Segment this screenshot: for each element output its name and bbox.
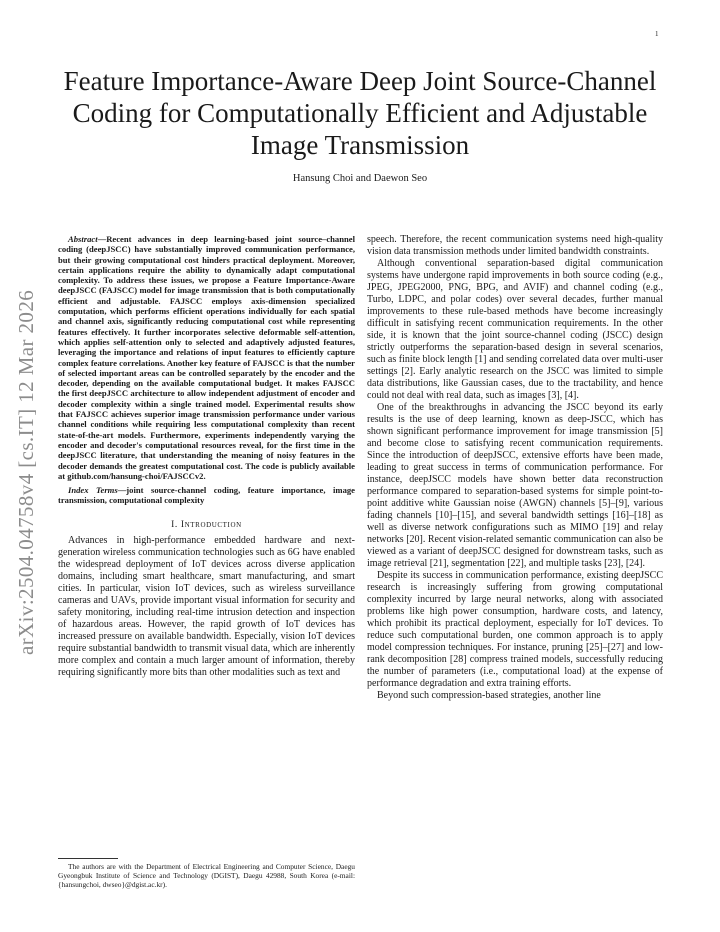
abstract — [58, 234, 355, 481]
intro-paragraph-2: Although conventional separation-based digital communication systems have undergone rapid improvements in both source coding (e.g., JPEG, JPEG2000, PNG, BPG, and AVIF) and channel coding (e.g., Turbo, LDPC, and polar codes) over several decades, further manual improvements to these rule-based methods have become increasingly difficult in satisfying recent communication requirements. In the other side, it is known that the joint source-channel coding (JSCC) design strictly outperforms the separation-based design in several scenarios, such as finite block length [1] and sending correlated data over multi-user settings [2]. Early analytic research on the JSCC was limited to simple data distributions, like Gaussian cases, due to the tractability, and hence could not deal with real data, such as images [3], [4]. — [367, 258, 663, 401]
arxiv-identifier-watermark: arXiv:2504.04758v4 [cs.IT] 12 Mar 2026 — [14, 289, 38, 655]
intro-paragraph-4: Despite its success in communication performance, existing deepJSCC research is increasingly suffering from growing computational complexity incurred by large neural networks, along with associated problems like high power consumption, hardware costs, and latency, which prohibit its practical deployment, especially for IoT devices. To reduce such computational burden, one common approach is to apply model compression techniques. For instance, pruning [25]–[27] and low-rank decomposition [28] compress trained models, successfully reducing the number of parameters (i.e., computational load) at the expense of performance degradation and extra training efforts. — [367, 570, 663, 689]
index-terms — [58, 485, 355, 506]
author-affiliation-footnote — [58, 848, 355, 889]
abstract-text: —Recent advances in deep learning-based joint source–channel coding (deepJSCC) have substantially improved communication performance, but their growing computational cost hinders practical deployment. Moreover, certain applications require the ability to dynamically adapt computational complexity. To address these issues, we propose a Feature Importance-Aware deepJSCC (FAJSCC) model for image transmission that is both computationally efficient and adjustable. FAJSCC employs axis-dimension specialized computation, which performs efficient operations individually for each spatial and channel axis, significantly reducing computational cost while representing features effectively. It further incorporates selective deformable self-attention, which applies self-attention only to selected and adaptively adjusted features, leveraging the importance and relations of input features to efficiently capture complex feature correlations. Another key feature of FAJSCC is that the number of selected important areas can be controlled separately by the encoder and the decoder, depending on the available computational budget. It makes FAJSCC the first deepJSCC architecture to allow independent adjustment of encoder and decoder complexity within a single trained model. Experimental results show that FAJSCC achieves superior image transmission performance under various channel conditions while requiring less computational complexity than recent state-of-the-art models. Furthermore, experiments independently varying the encoder and decoder's computational resources reveal, for the first time in the deepJSCC literature, that understanding the meaning of noisy features in the decoder demands the greatest computational cost. The code is publicly available at github.com/hansung-choi/FAJSCCv2. — [58, 234, 355, 481]
page-number: 1 — [655, 30, 659, 38]
footnote-rule — [58, 858, 118, 859]
index-terms-label: Index Terms — [68, 485, 118, 496]
paper-authors: Hansung Choi and Daewon Seo — [292, 173, 428, 184]
intro-paragraph-1: Advances in high-performance embedded hardware and next-generation wireless communication technologies such as 6G have enabled the widespread deployment of IoT devices across diverse application domains, including smart healthcare, smart manufacturing, and smart cities. In particular, vision IoT devices, such as wireless surveillance cameras and UAVs, provide important visual information for security and safety monitoring, including real-time intrusion detection and inspection of hazardous areas. However, the rapid growth of IoT devices has increased pressure on available bandwidth. Especially, vision IoT devices require substantial bandwidth to transmit visual data, which are inherently more complex and contain a much larger amount of information, thereby requiring significantly more bits than other modalities such as text and — [58, 534, 355, 678]
right-column — [367, 234, 663, 702]
left-column — [58, 234, 355, 679]
intro-paragraph-3: One of the breakthroughs in advancing the JSCC beyond its early results is the use of deep learning, known as deep-JSCC, which has shown significant performance improvement for image transmission [5] and become close to satisfying recent communication requirements. Since the introduction of deepJSCC, extensive efforts have been made, leading to great success in terms of communication performance. For instance, deepJSCC models have shown better data reconstruction performance compared to separation-based systems for simple point-to-point additive white Gaussian noise (AWGN) channels [5]–[9], various fading channels [10]–[15], and several bandwidth settings [16]–[18] as well as diverse network configurations such as MIMO [19] and relay networks [20]. Recent vision-related semantic communication can also be viewed as a variant of deepJSCC designed for downstream tasks, such as image retrieval [21], segmentation [22], and multiple tasks [23], [24]. — [367, 402, 663, 569]
footnote-text: The authors are with the Department of Electrical Engineering and Computer Science, Daegu Gyeongbuk Institute of Science and Technology (DGIST), Daegu 42988, South Korea (e-mail: {hansungchoi, dwseo}@dgist.ac.kr). — [58, 862, 355, 889]
intro-paragraph-1-continued: speech. Therefore, the recent communication systems need high-quality vision data transmission methods under limited bandwidth constraints. — [367, 234, 663, 257]
paper-title: Feature Importance-Aware Deep Joint Source-Channel Coding for Computationally Efficient and Adjustable Image Transmission — [63, 66, 657, 160]
intro-paragraph-5: Beyond such compression-based strategies, another line — [377, 690, 601, 701]
abstract-label: Abstract — [68, 234, 98, 244]
index-terms-text: —joint source-channel coding, feature importance, image transmission, computational complexity — [58, 485, 355, 506]
section-heading-introduction: I. Introduction — [171, 519, 242, 530]
